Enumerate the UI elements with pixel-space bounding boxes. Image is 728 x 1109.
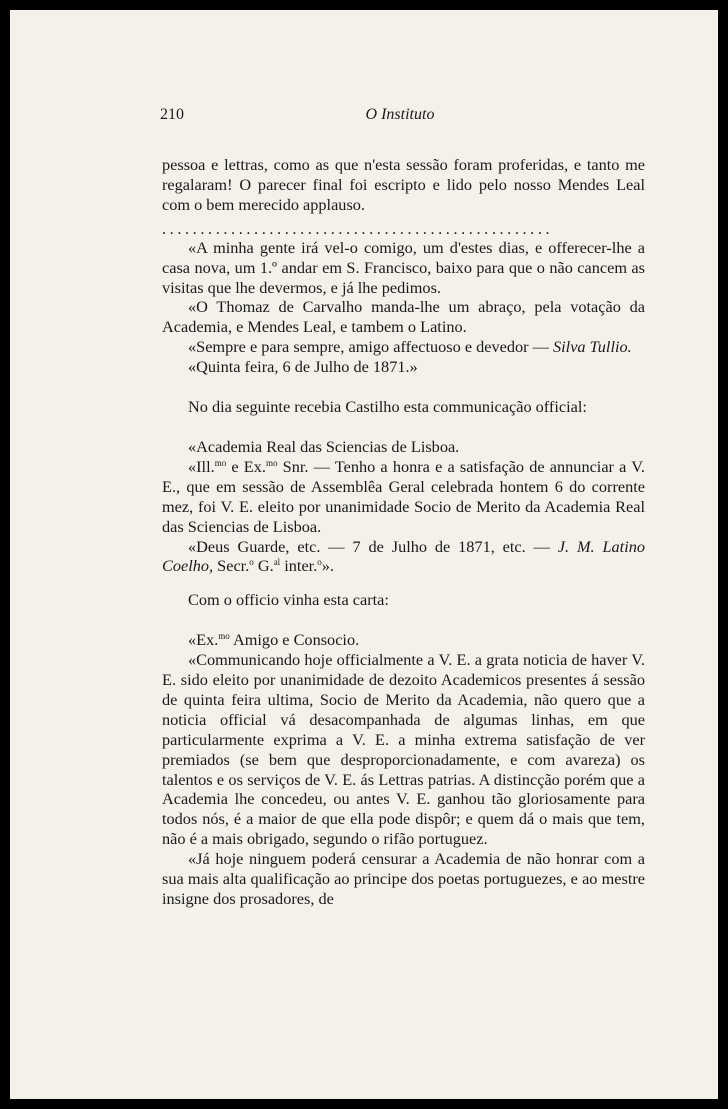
paragraph-4 [162, 337, 645, 357]
paragraph-1: pessoa e lettras, como as que n'esta sessão foram proferidas, e tanto me regalaram! O parecer final foi escripto e lido pelo nosso Mendes Leal com o bem merecido applauso. [162, 155, 645, 214]
superscript: mo [214, 457, 227, 468]
letter-heading: «Academia Real das Sciencias de Lisboa. [188, 436, 460, 456]
superscript: al [273, 557, 281, 568]
date-line: «Quinta feira, 6 de Julho de 1871.» [188, 357, 418, 377]
superscript: mo [265, 457, 278, 468]
closing-part: «Deus Guarde, etc. — 7 de Julho de 1871, etc. — [188, 536, 558, 556]
closing-part: ». [321, 556, 334, 576]
superscript: o [249, 557, 254, 568]
signatory-name: J. M. Latino Coelho, [162, 536, 646, 576]
closing-part: G. [253, 556, 274, 576]
book-page [10, 10, 718, 1099]
letter-text: Snr. — Tenho a honra e a satisfação de annunciar a V. E., que em sessão de Assemblêa Geral celebrada hontem 6 do corrente mez, foi V. E. eleito por unanimidade Socio de Merito da Academia Real das Sciencias de Lisboa. [162, 456, 645, 536]
letter2-salutation [162, 630, 645, 650]
salutation-part: «Ill. [188, 456, 215, 476]
signature: Silva Tullio. [553, 337, 632, 357]
paragraph-2: «A minha gente irá vel-o comigo, um d'estes dias, e offerecer-lhe a casa nova, um 1.º andar em S. Francisco, baixo para que o não cancem as visitas que lhe devermos, e já lhe pedimos. [162, 237, 645, 297]
ellipsis-line: ................................................... [162, 218, 554, 238]
letter-body [162, 457, 645, 537]
body-text [162, 155, 645, 909]
closing-part: Secr. [213, 556, 250, 576]
spacer [162, 610, 645, 630]
paragraph-3: «O Thomaz de Carvalho manda-lhe um abraço, pela votação da Academia, e Mendes Leal, e tambem o Latino. [162, 297, 645, 337]
spacer [162, 417, 645, 437]
paragraph-intro-letter: Com o officio vinha esta carta: [188, 590, 389, 610]
paragraph-intro-communication: No dia seguinte recebia Castilho esta communicação official: [188, 397, 587, 417]
spacer [162, 576, 645, 590]
letter-closing [162, 537, 645, 577]
page-number: 210 [160, 106, 184, 123]
running-title: O Instituto [365, 106, 435, 123]
salutation-part: e Ex. [226, 456, 266, 476]
letter2-paragraph-2: «Já hoje ninguem poderá censurar a Academia de não honrar com a sua mais alta qualificação ao principe dos poetas portuguezes, e ao mestre insigne dos prosadores, de [162, 849, 645, 908]
closing-text: «Sempre e para sempre, amigo affectuoso e devedor — [188, 337, 553, 357]
superscript: mo [218, 631, 230, 642]
page-header [160, 106, 640, 128]
spacer [162, 377, 645, 397]
salutation-part: Amigo e Consocio. [229, 630, 360, 650]
letter2-paragraph-1: «Communicando hoje officialmente a V. E. a grata noticia de haver V. E. sido eleito por unanimidade de dezoito Academicos presentes á sessão de quinta feira ultima, Socio de Merito da Academia, não quero que a noticia official vá desacompanhada de algumas linhas, em que particularmente exprima a V. E. a minha extrema satisfação de ver premiados (se bem que desproporcionadamente, e com avareza) os talentos e os serviços de V. E. ás Lettras patrias. A distincção porém que a Academia lhe concedeu, ou antes V. E. ganhou tão gloriosamente para todos nós, é a maior de que ella pode dispôr; e quem dá o mais que tem, não é a mais obrigado, segundo o rifão portuguez. [162, 650, 645, 849]
salutation-part: «Ex. [188, 630, 219, 650]
closing-part: inter. [280, 556, 318, 576]
superscript: o [317, 557, 322, 568]
